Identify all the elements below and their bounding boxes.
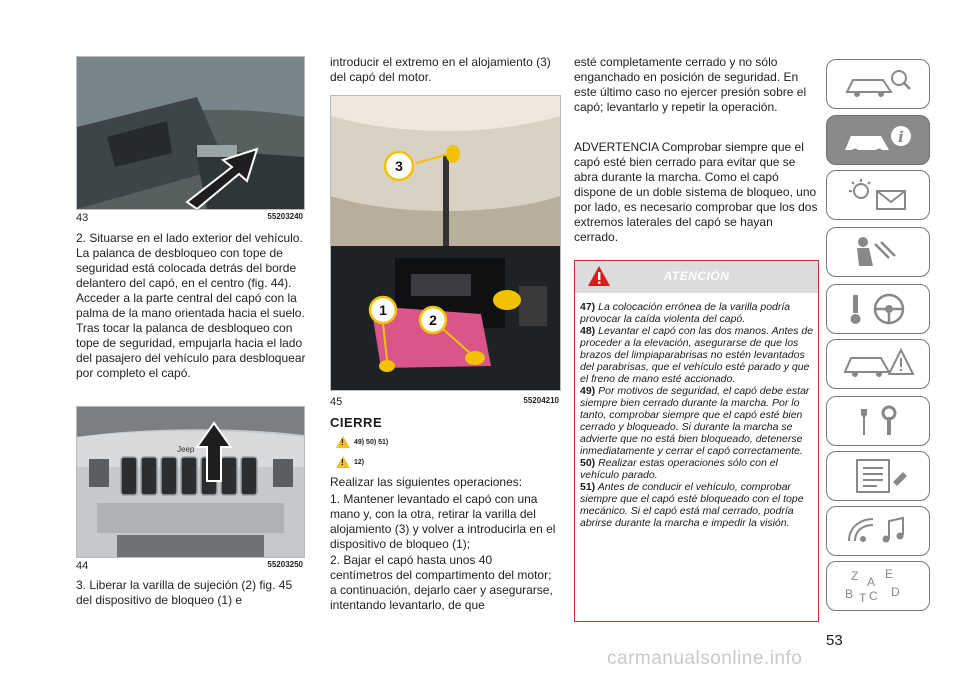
paragraph-step-3: 3. Liberar la varilla de sujeción (2) fig. 45 del dispositivo de bloqueo (1) e bbox=[76, 578, 293, 607]
atencion-items bbox=[580, 301, 814, 529]
seat-airbag-icon bbox=[839, 234, 919, 270]
multimedia-icon bbox=[839, 513, 919, 549]
warning-references bbox=[336, 436, 388, 448]
index-letter: Z bbox=[851, 569, 859, 583]
warning-triangle-icon bbox=[336, 436, 350, 448]
caution-triangle-icon bbox=[336, 456, 350, 468]
paragraph-continue-col3: esté completamente cerrado y no sólo enganchado en posición de seguridad. En este último caso no ejercer presión sobre el capó; levantarlo y repetir la operación. bbox=[574, 55, 807, 114]
tab-alphabetical-index[interactable] bbox=[826, 561, 930, 611]
page-number: 53 bbox=[826, 632, 843, 649]
index-letter: C bbox=[869, 589, 878, 603]
car-info-icon bbox=[839, 122, 919, 158]
figure-code: 55203250 bbox=[267, 560, 303, 569]
paragraph-closing-step-2: 2. Bajar el capó hasta unos 40 centímetros del compartimento del motor; a continuación, dejarlo caer y asegurarse, intentando levantarlo, de que bbox=[330, 553, 553, 612]
figure-number: 45 bbox=[330, 396, 343, 408]
tab-seat-airbag[interactable] bbox=[826, 227, 930, 277]
tab-car-search[interactable] bbox=[826, 59, 930, 109]
atencion-item bbox=[580, 457, 814, 481]
atencion-item bbox=[580, 325, 814, 385]
figure-number: 43 bbox=[76, 212, 89, 224]
tab-tools[interactable] bbox=[826, 396, 930, 446]
atencion-item-text: La colocación errónea de la varilla podría provocar la caída violenta del capó. bbox=[580, 301, 791, 325]
figure-44-caption bbox=[76, 560, 303, 574]
car-search-icon bbox=[839, 66, 919, 102]
atencion-item bbox=[580, 481, 814, 529]
paragraph-continue: introducir el extremo en el alojamiento (3) del capó del motor. bbox=[330, 55, 551, 84]
alphabetical-index-icon bbox=[839, 568, 919, 604]
callout-2: 2 bbox=[429, 312, 437, 328]
atencion-item bbox=[580, 385, 814, 457]
paragraph-advertencia: ADVERTENCIA Comprobar siempre que el capó esté bien cerrado para evitar que se abra durante la marcha. Como el capó dispone de un doble sistema de bloqueo, uno por lado, es necesario comprobar que los dos extremos laterales del capó se hayan cerrado. bbox=[574, 140, 818, 244]
index-letter: T bbox=[859, 591, 867, 604]
index-letter: A bbox=[867, 575, 876, 589]
figure-43-caption bbox=[76, 212, 303, 226]
paragraph-operations-intro: Realizar las siguientes operaciones: bbox=[330, 475, 523, 489]
atencion-item-number: 48) bbox=[580, 325, 596, 337]
specifications-icon bbox=[839, 458, 919, 494]
atencion-header bbox=[575, 261, 818, 293]
tools-icon bbox=[839, 403, 919, 439]
caution-reference-numbers: 12) bbox=[354, 458, 365, 466]
steering-wheel-icon bbox=[839, 291, 919, 327]
tab-car-info[interactable] bbox=[826, 115, 930, 165]
figure-number: 44 bbox=[76, 560, 89, 572]
atencion-item-text: Levantar el capó con las dos manos. Antes de proceder a la elevación, asegurarse de que los brazos del limpiaparabrisas no estén levantados del parabrisas, que el vehículo esté parado y que el freno de mano esté accionado. bbox=[580, 325, 814, 385]
atencion-item-number: 50) bbox=[580, 457, 596, 469]
index-letter: B bbox=[845, 587, 854, 601]
atencion-warning-box bbox=[574, 260, 819, 622]
callout-1: 1 bbox=[379, 302, 387, 318]
atencion-item-number: 49) bbox=[580, 385, 596, 397]
figure-44-front-grille-photo bbox=[76, 406, 305, 558]
paragraph-closing-step-1: 1. Mantener levantado el capó con una mano y, con la otra, retirar la varilla del alojamiento (3) y volver a introducirla en el dispositivo de bloqueo (1); bbox=[330, 492, 556, 551]
tab-steering-wheel[interactable] bbox=[826, 284, 930, 334]
atencion-item-number: 51) bbox=[580, 481, 596, 493]
index-letter: D bbox=[891, 585, 900, 599]
figure-45-engine-bay-photo bbox=[330, 95, 561, 391]
section-heading-cierre: CIERRE bbox=[330, 415, 383, 430]
atencion-title: ATENCIÓN bbox=[663, 269, 730, 283]
atencion-item-text: Realizar estas operaciones sólo con el vehículo parado. bbox=[580, 457, 778, 481]
paragraph-step-2: 2. Situarse en el lado exterior del vehículo. La palanca de desbloqueo con tope de seguridad está colocada detrás del borde delantero del capó, en el centro (fig. 44). Acceder a la parte central del capó con la palma de la mano orientada hacia el suelo. Tras tocar la palanca de desbloqueo con tope de seguridad, empujarla hacia el lado del pasajero del vehículo para desbloquear por completo el capó. bbox=[76, 231, 306, 380]
tab-multimedia[interactable] bbox=[826, 506, 930, 556]
atencion-item bbox=[580, 301, 814, 325]
callout-3: 3 bbox=[395, 158, 403, 174]
index-letter: E bbox=[885, 568, 894, 581]
figure-43-interior-photo bbox=[76, 56, 305, 210]
figure-45-caption bbox=[330, 396, 559, 410]
figure-code: 55204210 bbox=[523, 396, 559, 405]
watermark: carmanualsonline.info bbox=[607, 648, 803, 669]
car-hazard-icon bbox=[839, 346, 919, 382]
dashboard-lights-icon bbox=[839, 177, 919, 213]
tab-car-hazard[interactable] bbox=[826, 339, 930, 389]
tab-dashboard-lights[interactable] bbox=[826, 170, 930, 220]
atencion-item-text: Antes de conducir el vehículo, comprobar siempre que el capó esté bloqueado con el tope mecánico. Si el capó está mal cerrado, podría abrirse durante la marcha e impedir la visión. bbox=[580, 481, 804, 529]
caution-references bbox=[336, 456, 364, 468]
warning-reference-numbers: 49) 50) 51) bbox=[354, 438, 389, 446]
atencion-item-number: 47) bbox=[580, 301, 596, 313]
jeep-badge: Jeep bbox=[177, 445, 195, 454]
tab-specifications[interactable] bbox=[826, 451, 930, 501]
atencion-item-text: Por motivos de seguridad, el capó debe estar siempre bien cerrado durante la marcha. Por lo tanto, comprobar siempre que el capó esté bien cerrado y bloqueado. Si durante la marcha se advierte que no está bien bloqueado, detenerse inmediatamente y cerrar el capó correctamente. bbox=[580, 385, 810, 457]
svg-text:i: i bbox=[898, 128, 904, 146]
figure-code: 55203240 bbox=[267, 212, 303, 221]
